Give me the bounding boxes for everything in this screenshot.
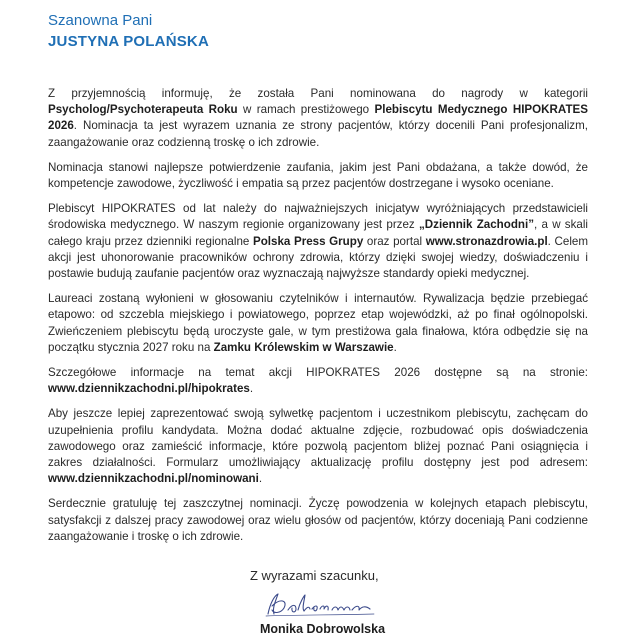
salutation: Szanowna Pani: [48, 12, 153, 29]
closing-phrase: Z wyrazami szacunku,: [250, 568, 379, 583]
paragraph-voting: Laureaci zostaną wyłonieni w głosowaniu czytelników i internautów. Rywalizacja będzie przebiegać etapowo: od szczebla miejskiego i powiatowego, poprzez etap wojewódzki, aż po finał ogólnopolski. Zwieńczeniem plebiscytu będą uroczyste gale, w tym prestiżowa gala finałowa, która odbędzie się na początku stycznia 2027 roku na Zamku Królewskim w Warszawie.: [48, 292, 588, 354]
paragraph-profile: Aby jeszcze lepiej zaprezentować swoją sylwetkę pacjentom i uczestnikom plebiscytu, zachęcam do uzupełnienia profilu kandydata. Można dodać aktualne zdjęcie, rozbudować opis doświadczenia zawodowego oraz zamieścić informacje, które pozwolą pacjentom bliżej poznać Pani osiągnięcia i zakres działalności. Formularz umożliwiający aktualizację profilu dostępny jest pod adresem: www.dziennikzachodni.pl/nominowani.: [48, 407, 588, 486]
plebiscite-name: Plebiscytu Medycznego HIPOKRATES 2026: [48, 103, 588, 133]
letter-body: [48, 86, 588, 554]
organizer-portal: www.stronazdrowia.pl: [425, 234, 548, 248]
info-url: www.dziennikzachodni.pl/hipokrates: [48, 382, 250, 396]
profile-url: www.dziennikzachodni.pl/nominowani: [48, 472, 259, 486]
paragraph-nomination: Z przyjemnością informuję, że została Pani nominowana do nagrody w kategorii Psycholog/Psychoterapeuta Roku w ramach prestiżowego Plebiscytu Medycznego HIPOKRATES 2026. Nominacja ta jest wyrazem uznania ze strony pacjentów, którzy docenili Pani profesjonalizm, zaangażowanie oraz codzienną troskę o ich zdrowie.: [48, 87, 588, 149]
paragraph-info: Szczegółowe informacje na temat akcji HIPOKRATES 2026 dostępne są na stronie: www.dziennikzachodni.pl/hipokrates.: [48, 366, 588, 396]
handwritten-signature: [262, 590, 382, 620]
greeting-block: [48, 10, 209, 52]
paragraph-organizers: Plebiscyt HIPOKRATES od lat należy do najważniejszych inicjatyw wyróżniających przedstawicieli środowiska medycznego. W naszym regionie organizowany jest przez „Dziennik Zachodni”, a w skali całego kraju przez dzienniki regionalne Polska Press Grupy oraz portal www.stronazdrowia.pl. Celem akcji jest uhonorowanie pracowników ochrony zdrowia, którzy dzięki swojej wiedzy, doświadczeniu i postawie budują zaufanie pacjentów oraz wyznaczają najwyższe standardy opieki medycznej.: [48, 202, 589, 281]
organizer-group: Polska Press Grupy: [252, 234, 364, 248]
organizer-newspaper: „Dziennik Zachodni”: [418, 218, 535, 232]
recipient-name: JUSTYNA POLAŃSKA: [48, 33, 209, 50]
paragraph-congratulations: Serdecznie gratuluję tej zaszczytnej nominacji. Życzę powodzenia w kolejnych etapach plebiscytu, satysfakcji z dalszej pracy zawodowej oraz wielu głosów od pacjentów, którzy doceniają Pani codzienne zaangażowanie i troskę o ich zdrowie.: [48, 497, 588, 543]
gala-venue: Zamku Królewskim w Warszawie: [213, 340, 394, 354]
award-category: Psycholog/Psychoterapeuta Roku: [48, 103, 238, 117]
signer-name: Monika Dobrowolska: [260, 622, 386, 636]
paragraph-trust: Nominacja stanowi najlepsze potwierdzenie zaufania, jakim jest Pani obdażana, a także dowód, że kompetencje zawodowe, życzliwość i empatia są przez pacjentów dostrzegane i wysoko oceniane.: [48, 160, 588, 191]
